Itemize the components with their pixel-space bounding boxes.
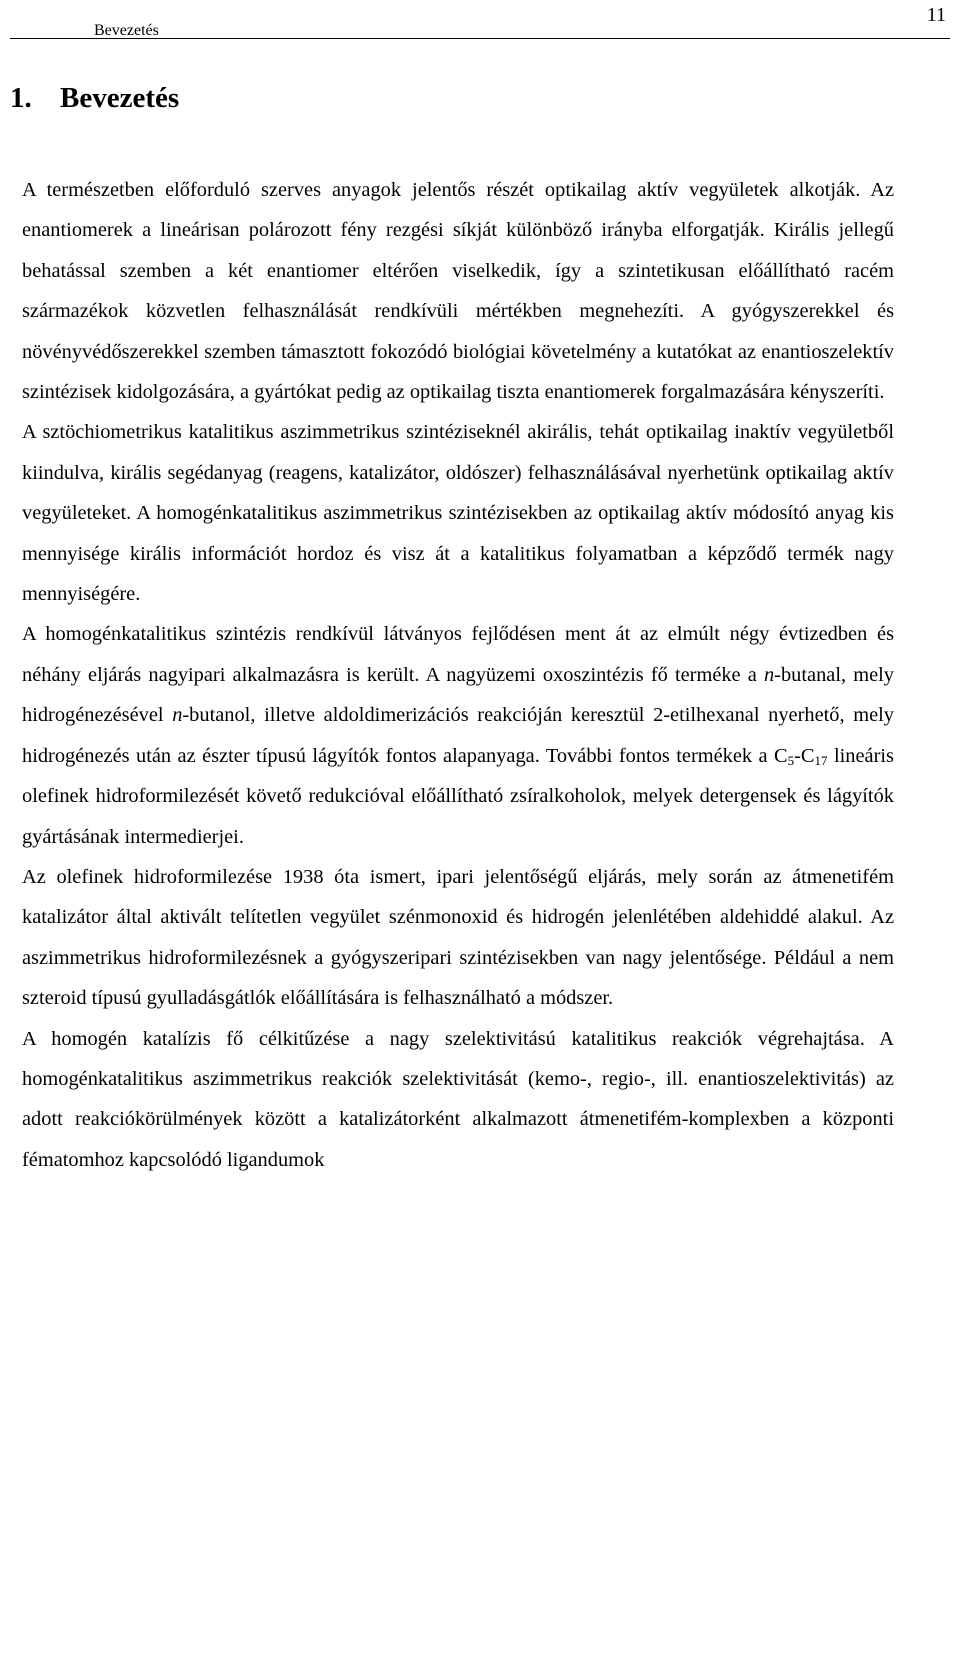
paragraph-3-part-3: -butanol, illetve aldoldimerizációs reakcióján keresztül 2-etilhexanal nyerhető, mely hidrogénezés után az észter típusú lágyítók fontos alapanyaga. További fontos termékek a C: [22, 704, 894, 767]
paragraph-3-part-1: A homogénkatalitikus szintézis rendkívül látványos fejlődésen ment át az elmúlt négy évtizedben és néhány eljárás nagyipari alkalmazásra is került. A nagyüzemi oxoszintézis fő terméke a: [22, 623, 894, 686]
italic-n-2: n: [172, 704, 183, 727]
page-number: 11: [926, 4, 946, 26]
chapter-title: Bevezetés: [60, 82, 180, 114]
paragraph-1: A természetben előforduló szerves anyagok jelentős részét optikailag aktív vegyületek alkotják. Az enantiomerek a lineárisan polározott fény rezgési síkját különböző irányba elforgatják. Királis jellegű behatással szemben a két enantiomer eltérően viselkedik, így a szintetikusan előállítható racém származékok közvetlen felhasználását rendkívüli mértékben megnehezíti. A gyógyszerekkel és növényvédőszerekkel szemben támasztott fokozódó biológiai követelmény a kutatókat az enantioszelektív szintézisek kidolgozására, a gyártókat pedig az optikailag tiszta enantiomerek forgalmazására kényszeríti.: [22, 179, 894, 404]
running-header: [10, 4, 950, 39]
italic-n-1: n: [763, 663, 775, 686]
body-text: [22, 170, 894, 1180]
subscript-17: 17: [814, 752, 828, 768]
chapter-number: 1.: [10, 82, 32, 114]
paragraph-3: [22, 614, 894, 856]
paragraph-2: A sztöchiometrikus katalitikus aszimmetrikus szintéziseknél akirális, tehát optikailag inaktív vegyületből kiindulva, királis segédanyag (reagens, katalizátor, oldószer) felhasználásával nyerhetünk optikailag aktív vegyületeket. A homogénkatalitikus aszimmetrikus szintézisekben az optikailag aktív módosító anyag kis mennyisége királis információt hordoz és visz át a katalitikus folyamatban a képződő termék nagy mennyiségére.: [22, 421, 894, 606]
chapter-heading: [10, 82, 179, 115]
paragraph-4: Az olefinek hidroformilezése 1938 óta ismert, ipari jelentőségű eljárás, mely során az átmenetifém katalizátor által aktivált telítetlen vegyület szénmonoxid és hidrogén jelenlétében aldehiddé alakul. Az aszimmetrikus hidroformilezésnek a gyógyszeripari szintézisekben van nagy jelentősége. Például a nem szteroid típusú gyulladásgátlók előállítására is felhasználható a módszer.: [22, 865, 894, 1010]
subscript-5: 5: [787, 752, 795, 768]
paragraph-3-part-5: lineáris olefinek hidroformilezését követő redukcióval előállítható zsíralkoholok, melyek detergensek és lágyítók gyártásának intermedierjei.: [22, 744, 894, 848]
paragraph-5: A homogén katalízis fő célkitűzése a nagy szelektivitású katalitikus reakciók végrehajtása. A homogénkatalitikus aszimmetrikus reakciók szelektivitását (kemo-, regio-, ill. enantioszelektivitás) az adott reakciókörülmények között a katalizátorként alkalmazott átmenetifém-komplexben a központi fématomhoz kapcsolódó ligandumok: [22, 1027, 894, 1171]
paragraph-3-part-2: -butanal, mely hidrogénezésével: [22, 663, 894, 727]
paragraph-3-part-4: -C: [794, 744, 815, 767]
running-title: Bevezetés: [94, 22, 159, 39]
